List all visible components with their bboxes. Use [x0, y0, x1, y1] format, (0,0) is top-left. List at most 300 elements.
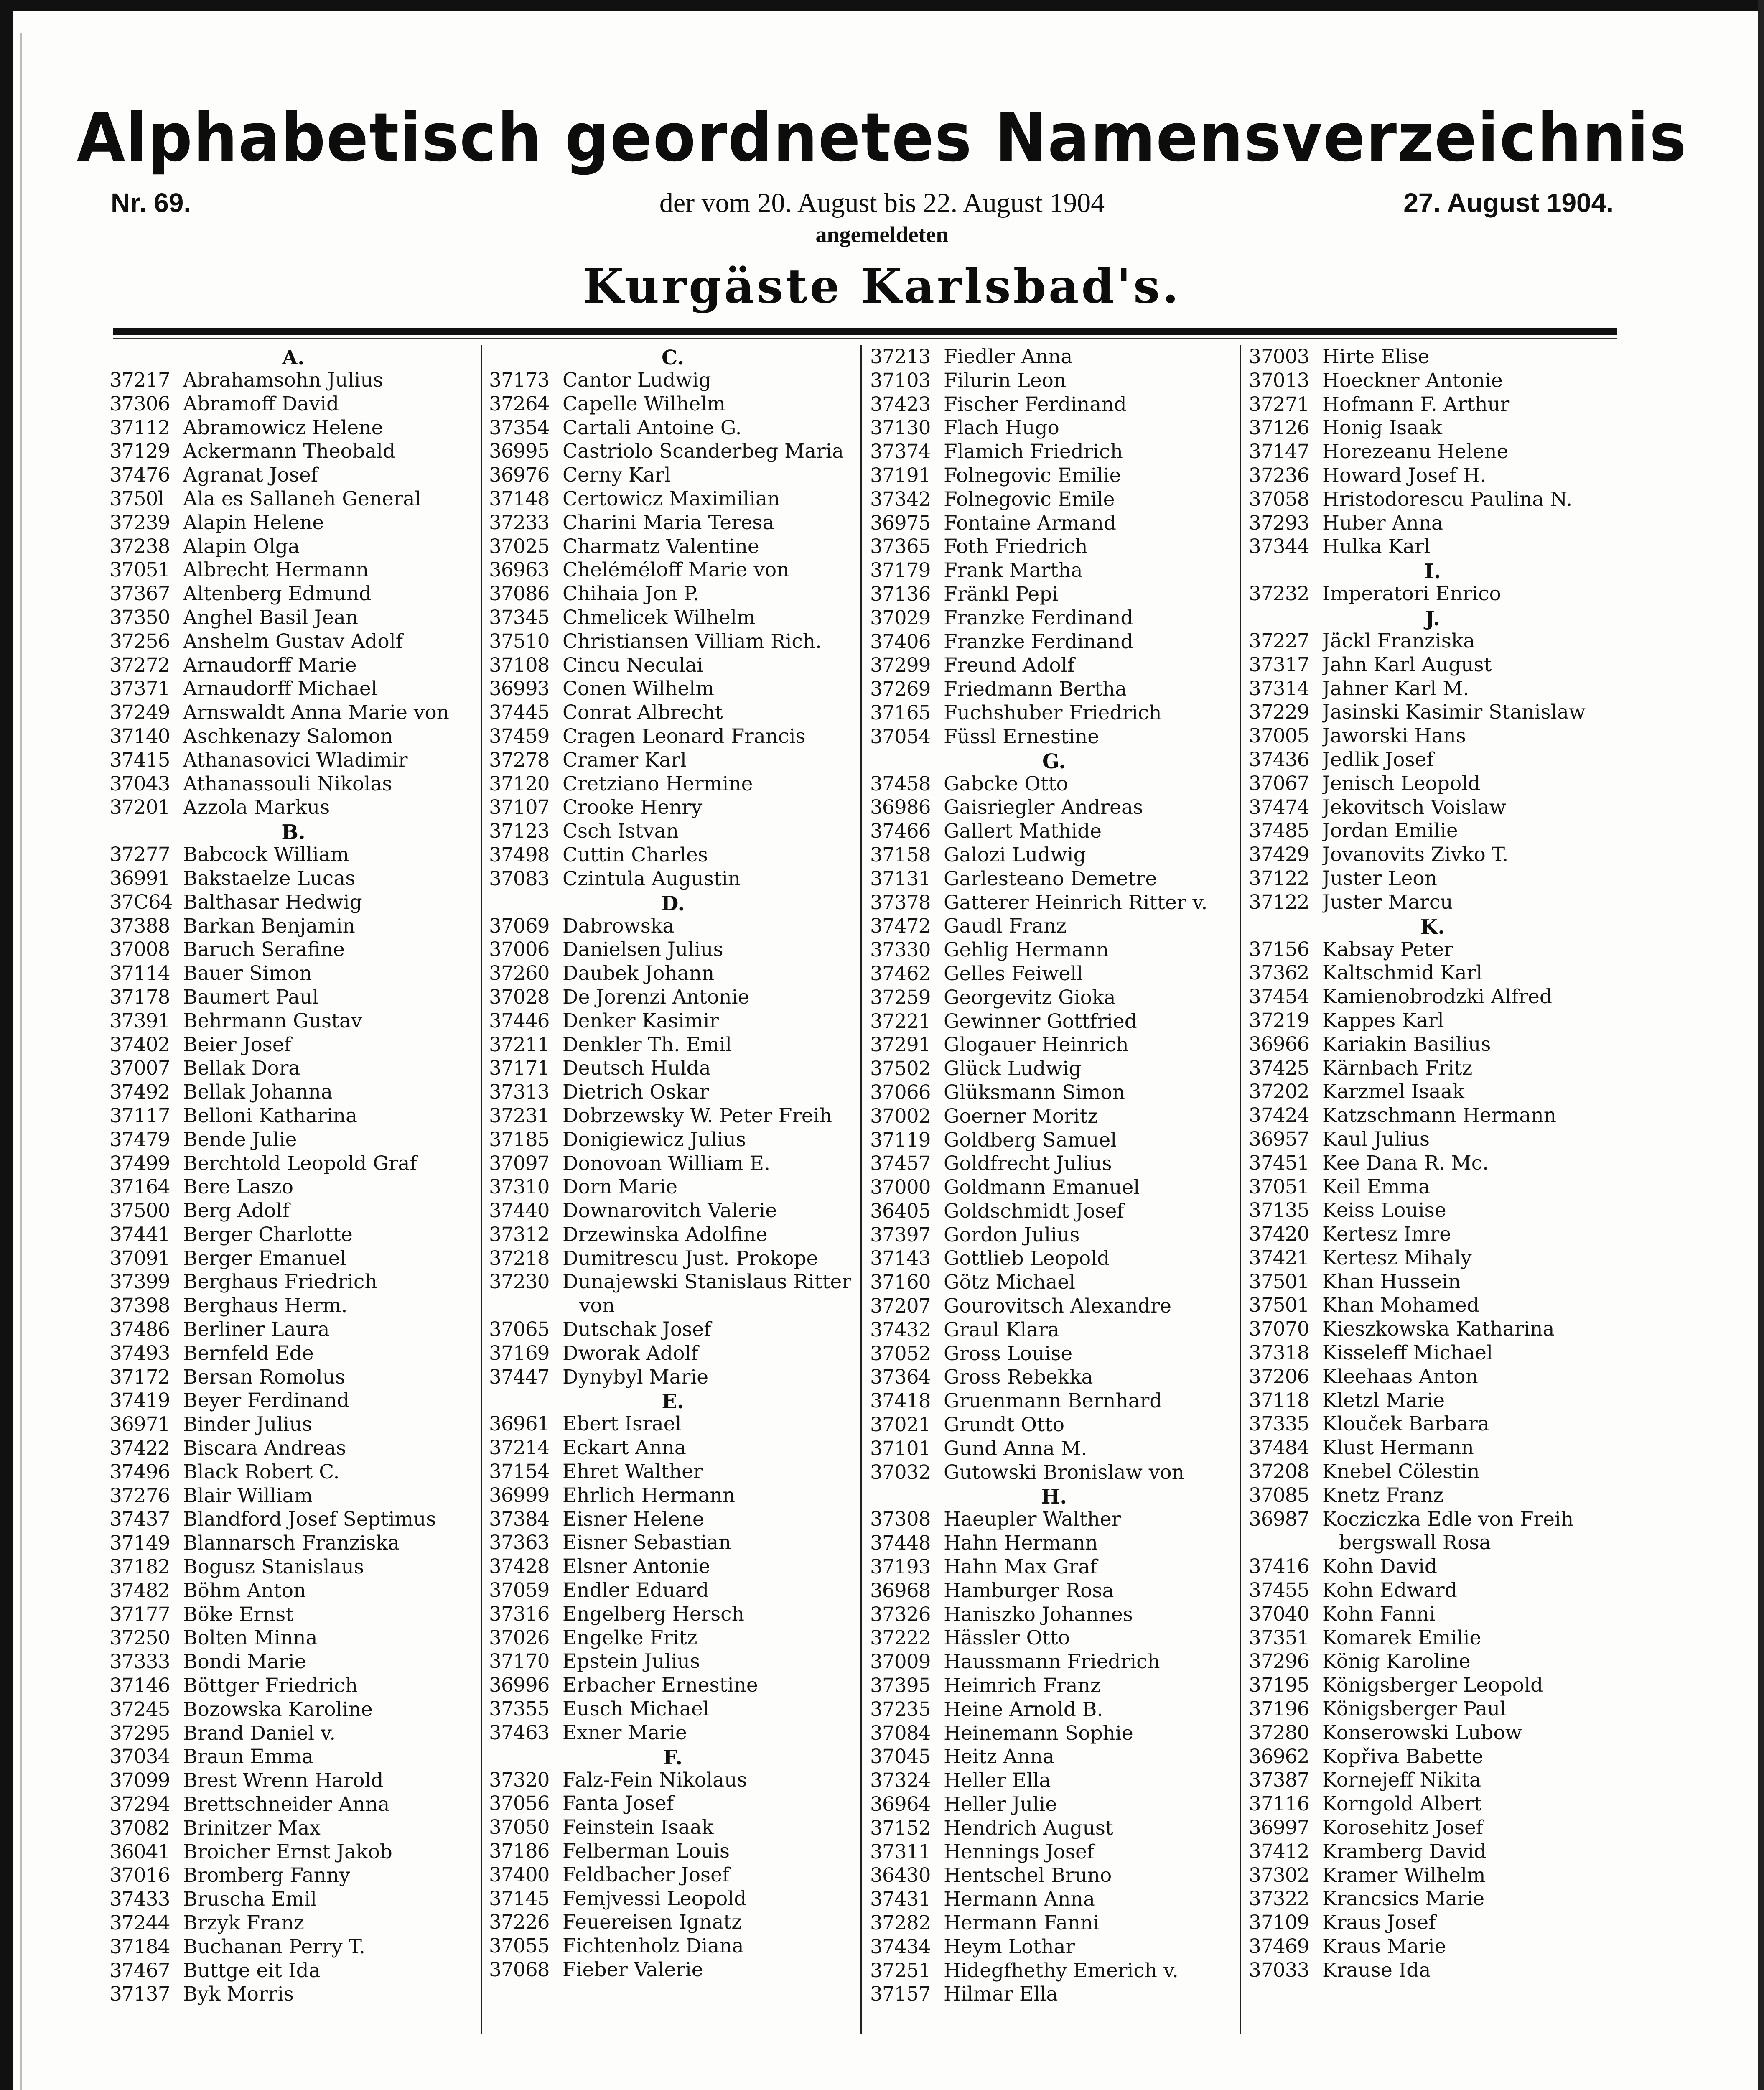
name-entry: [109, 1294, 477, 1318]
name-entry: [870, 512, 1238, 535]
name-entry: [870, 1461, 1238, 1485]
guest-name: Katzschmann Hermann: [1322, 1104, 1556, 1127]
name-entry: [1249, 1792, 1616, 1816]
name-entry: [870, 345, 1238, 369]
guest-number: 37311: [870, 1840, 931, 1863]
guest-name: Dorn Marie: [563, 1175, 678, 1199]
guest-name: Frank Martha: [944, 559, 1083, 582]
guest-number: 37016: [109, 1864, 170, 1887]
guest-number: 37085: [1249, 1483, 1309, 1507]
guest-number: 37043: [109, 772, 170, 795]
guest-number: 37458: [870, 772, 931, 795]
name-entry: [1249, 1057, 1616, 1081]
guest-name: Hahn Max Graf: [944, 1555, 1097, 1579]
name-entry: [870, 464, 1238, 488]
guest-name: Hentschel Bruno: [944, 1864, 1112, 1887]
guest-number: 37C64: [109, 890, 173, 914]
guest-name: Eisner Helene: [563, 1507, 704, 1531]
guest-number: 37143: [870, 1247, 931, 1270]
name-entry: [109, 1769, 477, 1793]
letter-heading: K.: [1420, 915, 1445, 939]
guest-name: Heinemann Sophie: [944, 1721, 1133, 1745]
name-entry: [489, 1555, 857, 1579]
guest-number: 37269: [870, 678, 931, 701]
guest-number: 37028: [489, 985, 550, 1009]
guest-number: 37227: [1249, 629, 1309, 652]
guest-name: Brzyk Franz: [183, 1912, 304, 1935]
guest-name: Kee Dana R. Mc.: [1322, 1151, 1489, 1175]
name-entry: [1249, 985, 1616, 1009]
name-entry: [489, 1247, 857, 1271]
name-entry: [489, 796, 857, 820]
name-entry: [109, 654, 477, 678]
name-entry: [870, 1223, 1238, 1247]
guest-number: 37236: [1249, 464, 1309, 487]
guest-name: Eckart Anna: [563, 1436, 686, 1460]
guest-number: 37482: [109, 1579, 170, 1602]
guest-number: 37118: [1249, 1389, 1309, 1412]
guest-name: Ala es Sallaneh General: [183, 487, 421, 510]
name-entry: [1249, 748, 1616, 772]
guest-number: 37120: [489, 772, 550, 795]
guest-number: 37101: [870, 1437, 931, 1460]
guest-name: Gewinner Gottfried: [944, 1009, 1137, 1033]
guest-number: 37318: [1249, 1341, 1309, 1365]
guest-number: 37454: [1249, 985, 1309, 1009]
guest-number: 37308: [870, 1508, 931, 1531]
guest-number: 37397: [870, 1223, 931, 1246]
guest-name: Arnswaldt Anna Marie von: [183, 701, 449, 724]
guest-number: 37211: [489, 1033, 550, 1056]
guest-number: 37459: [489, 724, 550, 748]
guest-number: 37054: [870, 725, 931, 748]
guest-name: Abrahamsohn Julius: [183, 369, 383, 392]
guest-name: Jahner Karl M.: [1322, 677, 1469, 700]
name-entry: [870, 1722, 1238, 1746]
name-entry: [1249, 1460, 1616, 1484]
guest-name: Korosehitz Josef: [1322, 1816, 1484, 1840]
guest-name: Jahn Karl August: [1322, 653, 1492, 676]
guest-name: Brettschneider Anna: [183, 1793, 390, 1816]
guest-number: 37496: [109, 1460, 170, 1483]
guest-number: 37070: [1249, 1318, 1309, 1341]
guest-name: Goldfrecht Julius: [944, 1152, 1112, 1175]
guest-name: Conen Wilhelm: [563, 677, 714, 701]
guest-number: 37201: [109, 796, 170, 819]
name-entry: [489, 1721, 857, 1745]
guest-name: Kopřiva Babette: [1322, 1745, 1484, 1768]
guest-name: Goldschmidt Josef: [944, 1199, 1124, 1223]
guest-number: 37400: [489, 1863, 550, 1886]
guest-number: 37059: [489, 1579, 550, 1602]
guest-name: Knetz Franz: [1322, 1483, 1443, 1507]
name-entry: [109, 1840, 477, 1864]
guest-name: Dumitrescu Just. Prokope: [563, 1246, 818, 1270]
guest-name: Bellak Dora: [183, 1057, 300, 1080]
name-entry: [870, 844, 1238, 867]
name-entry: [489, 606, 857, 630]
guest-name: Kertesz Mihaly: [1322, 1246, 1472, 1269]
guest-number: 37003: [1249, 345, 1309, 368]
name-entry: [109, 1698, 477, 1722]
name-entry: [109, 1342, 477, 1366]
name-entry: [109, 962, 477, 986]
name-entry: [870, 701, 1238, 725]
guest-name: Hennings Josef: [944, 1840, 1095, 1863]
guest-name: Jasinski Kasimir Stanislaw: [1322, 701, 1586, 724]
guest-number: 37498: [489, 843, 550, 867]
section-heading: Kurgäste Karlsbad's.: [583, 259, 1181, 314]
name-entry: [489, 1579, 857, 1603]
name-entry: [489, 772, 857, 796]
guest-name: Arnaudorff Michael: [183, 677, 377, 701]
guest-name: Berghaus Herm.: [183, 1294, 348, 1318]
name-entry: [1249, 1412, 1616, 1436]
guest-name: Baruch Serafine: [183, 938, 345, 961]
name-entry: [870, 416, 1238, 440]
guest-number: 36995: [489, 440, 550, 463]
name-entry: [1249, 1555, 1616, 1579]
guest-name: Gourovitsch Alexandre: [944, 1295, 1171, 1318]
name-entry: [870, 986, 1238, 1010]
guest-name: Engelke Fritz: [563, 1626, 697, 1649]
guest-name: Flach Hugo: [944, 416, 1059, 440]
name-entry: [1249, 1104, 1616, 1128]
guest-name: Bondi Marie: [183, 1650, 306, 1674]
guest-number: 37474: [1249, 795, 1309, 819]
name-entry: [489, 844, 857, 867]
name-entry: [489, 1769, 857, 1792]
guest-name: Gehlig Hermann: [944, 938, 1109, 962]
guest-number: 37259: [870, 986, 931, 1009]
guest-name: bergswall Rosa: [1339, 1531, 1491, 1555]
name-entry: [1249, 369, 1616, 393]
guest-name: Bakstaelze Lucas: [183, 867, 356, 890]
guest-name: Kohn Fanni: [1322, 1602, 1436, 1626]
guest-number: 37476: [109, 464, 170, 487]
guest-name: Berghaus Friedrich: [183, 1270, 377, 1294]
guest-name: Bernfeld Ede: [183, 1341, 314, 1365]
name-entry: [109, 606, 477, 630]
name-entry: [489, 1128, 857, 1152]
guest-number: 37457: [870, 1152, 931, 1175]
guest-number: 37007: [109, 1057, 170, 1080]
guest-name: von: [579, 1294, 615, 1318]
guest-number: 37351: [1249, 1626, 1309, 1649]
guest-name: Buttge eit Ida: [183, 1959, 321, 1982]
guest-number: 37384: [489, 1507, 550, 1531]
guest-number: 37112: [109, 416, 170, 439]
name-entry: [489, 582, 857, 606]
guest-name: Binder Julius: [183, 1413, 312, 1436]
guest-number: 37467: [109, 1959, 170, 1982]
guest-number: 37091: [109, 1246, 170, 1270]
guest-number: 37165: [870, 701, 931, 724]
name-entry: [109, 772, 477, 796]
guest-number: 37295: [109, 1721, 170, 1745]
guest-name: Jordan Emilie: [1322, 819, 1458, 843]
guest-name: Erbacher Ernestine: [563, 1674, 758, 1697]
name-entry: [1249, 1935, 1616, 1959]
guest-number: 37108: [489, 653, 550, 677]
guest-number: 36041: [109, 1840, 170, 1863]
guest-number: 37122: [1249, 890, 1309, 914]
guest-name: Khan Hussein: [1322, 1270, 1461, 1293]
guest-number: 37499: [109, 1152, 170, 1175]
name-entry: [1249, 345, 1616, 369]
header-rule-thick: [113, 328, 1617, 335]
name-entry: [489, 1650, 857, 1674]
name-entry: [109, 843, 477, 867]
guest-number: 37445: [489, 701, 550, 724]
guest-number: 36971: [109, 1413, 170, 1436]
guest-name: Foth Friedrich: [944, 535, 1088, 558]
name-entry: [1249, 938, 1616, 962]
guest-number: 37193: [870, 1555, 931, 1579]
guest-number: 37479: [109, 1128, 170, 1151]
guest-name: Biscara Andreas: [183, 1437, 346, 1460]
letter-heading: F.: [663, 1746, 682, 1769]
name-entry: [109, 416, 477, 440]
guest-name: Kohn Edward: [1322, 1579, 1457, 1602]
guest-number: 37065: [489, 1318, 550, 1341]
guest-name: Jedlik Josef: [1322, 748, 1434, 771]
name-entry: [489, 654, 857, 678]
name-entry: [109, 558, 477, 582]
guest-name: Graul Klara: [944, 1318, 1059, 1341]
guest-number: 37136: [870, 582, 931, 606]
guest-name: Brest Wrenn Harold: [183, 1769, 384, 1792]
name-entry: [1249, 1175, 1616, 1199]
name-entry: [1249, 1223, 1616, 1246]
guest-number: 37185: [489, 1128, 550, 1151]
guest-name: Aschkenazy Salomon: [183, 724, 393, 748]
name-entry: [870, 915, 1238, 938]
guest-name: Kertesz Imre: [1322, 1223, 1451, 1246]
name-entry: [109, 1484, 477, 1508]
guest-name: Fischer Ferdinand: [944, 393, 1127, 416]
guest-number: 37463: [489, 1721, 550, 1744]
guest-number: 36975: [870, 511, 931, 535]
name-entry: [870, 440, 1238, 464]
column-separator: [860, 345, 862, 2034]
guest-name: Alapin Helene: [183, 511, 324, 534]
guest-name: Hendrich August: [944, 1816, 1113, 1840]
guest-number: 37421: [1249, 1246, 1309, 1269]
guest-name: Berger Emanuel: [183, 1246, 346, 1270]
name-column-2: [489, 345, 857, 1982]
name-entry: [109, 487, 477, 511]
guest-number: 37446: [489, 1009, 550, 1032]
guest-number: 37006: [489, 938, 550, 961]
guest-name: Howard Josef H.: [1322, 464, 1487, 487]
guest-name: Dietrich Oskar: [563, 1081, 709, 1104]
name-entry: [109, 1532, 477, 1555]
guest-number: 36957: [1249, 1127, 1309, 1151]
name-entry: [489, 1366, 857, 1389]
name-entry: [870, 1840, 1238, 1864]
guest-number: 37021: [870, 1413, 931, 1437]
name-entry: [1249, 843, 1616, 867]
guest-number: 37317: [1249, 653, 1309, 676]
name-entry: [489, 1223, 857, 1247]
guest-number: 37278: [489, 748, 550, 772]
guest-name: Danielsen Julius: [563, 938, 723, 961]
guest-name: Beier Josef: [183, 1033, 292, 1056]
name-entry: [870, 1389, 1238, 1413]
name-entry: [109, 511, 477, 535]
letter-heading: D.: [661, 892, 685, 915]
name-entry: [1249, 1579, 1616, 1603]
guest-name: Babcock William: [183, 843, 349, 867]
subtitle-line-2: angemeldeten: [815, 222, 949, 247]
guest-name: Heller Julie: [944, 1793, 1057, 1816]
guest-number: 37182: [109, 1555, 170, 1579]
guest-number: 37425: [1249, 1056, 1309, 1080]
name-entry: [489, 1033, 857, 1057]
guest-name: Fiedler Anna: [944, 345, 1073, 368]
name-entry: [1249, 961, 1616, 985]
guest-number: 37164: [109, 1175, 170, 1199]
name-entry: [109, 1650, 477, 1674]
name-entry: [1249, 1152, 1616, 1175]
guest-name: Gund Anna M.: [944, 1437, 1087, 1460]
name-entry: [870, 962, 1238, 986]
guest-name: Fieber Valerie: [563, 1958, 703, 1981]
name-entry: [870, 559, 1238, 583]
page-title: Alphabetisch geordnetes Namensverzeichnis: [76, 98, 1688, 176]
guest-number: 37000: [870, 1176, 931, 1199]
guest-name: Dabrowska: [563, 914, 675, 938]
guest-name: Arnaudorff Marie: [183, 653, 357, 677]
name-entry: [1249, 796, 1616, 820]
name-entry: [1249, 1341, 1616, 1365]
guest-number: 37109: [1249, 1911, 1309, 1935]
guest-number: 37493: [109, 1341, 170, 1365]
guest-number: 37056: [489, 1792, 550, 1815]
guest-name: Konserowski Lubow: [1322, 1721, 1522, 1744]
guest-number: 37313: [489, 1081, 550, 1104]
guest-name: Bauer Simon: [183, 962, 312, 985]
name-entry: [489, 1863, 857, 1887]
name-entry: [489, 1531, 857, 1555]
name-entry: [109, 1888, 477, 1912]
guest-number: 37436: [1249, 748, 1309, 771]
guest-name: Christiansen Villiam Rich.: [563, 630, 822, 653]
guest-number: 37398: [109, 1294, 170, 1318]
name-entry: [109, 1057, 477, 1081]
name-entry: [1249, 1033, 1616, 1057]
guest-number: 37437: [109, 1508, 170, 1531]
name-entry: [109, 867, 477, 891]
guest-name: Gallert Mathide: [944, 820, 1102, 843]
guest-number: 37191: [870, 464, 931, 487]
guest-number: 37084: [870, 1721, 931, 1745]
guest-name: Heine Arnold B.: [944, 1697, 1103, 1721]
name-entry: [489, 535, 857, 559]
name-entry: [1249, 1294, 1616, 1318]
guest-name: Kaltschmid Karl: [1322, 961, 1483, 985]
publication-date: 27. August 1904.: [1403, 188, 1614, 218]
name-entry: [489, 1508, 857, 1532]
guest-number: 37251: [870, 1959, 931, 1982]
guest-number: 37466: [870, 820, 931, 843]
guest-number: 37013: [1249, 369, 1309, 392]
guest-name: Anshelm Gustav Adolf: [183, 630, 403, 653]
guest-number: 37051: [1249, 1175, 1309, 1198]
guest-number: 37034: [109, 1745, 170, 1769]
guest-number: 37330: [870, 938, 931, 962]
guest-number: 37122: [1249, 867, 1309, 890]
name-entry: [1249, 1009, 1616, 1033]
guest-number: 37354: [489, 416, 550, 439]
guest-name: Heitz Anna: [944, 1745, 1054, 1769]
name-entry: [109, 1579, 477, 1603]
guest-number: 37235: [870, 1697, 931, 1721]
guest-name: Abramoff David: [183, 392, 339, 415]
guest-name: Dutschak Josef: [563, 1318, 711, 1341]
name-entry: [1249, 630, 1616, 653]
name-entry: [109, 1959, 477, 1983]
name-entry: [1249, 1318, 1616, 1341]
letter-heading: G.: [1042, 749, 1066, 773]
guest-number: 37324: [870, 1769, 931, 1792]
name-entry: [109, 1413, 477, 1437]
name-entry: [109, 1152, 477, 1176]
guest-name: Altenberg Edmund: [183, 582, 372, 606]
guest-number: 37232: [1249, 582, 1309, 606]
name-column-1: [109, 345, 477, 2006]
guest-number: 37501: [1249, 1270, 1309, 1293]
name-entry: [870, 607, 1238, 630]
guest-name: Königsberger Leopold: [1322, 1674, 1543, 1697]
name-entry: [109, 1745, 477, 1769]
name-entry: [489, 1697, 857, 1721]
name-entry: [1249, 772, 1616, 796]
guest-number: 37420: [1249, 1223, 1309, 1246]
guest-name: Folnegovic Emilie: [944, 464, 1121, 487]
guest-name: Denker Kasimir: [563, 1009, 719, 1032]
header-rule-thin: [113, 338, 1617, 339]
guest-name: Haniszko Johannes: [944, 1603, 1133, 1626]
guest-name: Charmatz Valentine: [563, 535, 759, 558]
guest-number: 37448: [870, 1532, 931, 1555]
name-entry: [1249, 1199, 1616, 1223]
guest-name: Fontaine Armand: [944, 511, 1116, 535]
guest-name: Kappes Karl: [1322, 1009, 1444, 1032]
name-entry: [489, 1792, 857, 1816]
guest-number: 37440: [489, 1199, 550, 1223]
guest-number: 37434: [870, 1935, 931, 1958]
guest-name: Hofmann F. Arthur: [1322, 393, 1510, 416]
name-entry: [489, 558, 857, 582]
guest-number: 37260: [489, 962, 550, 985]
letter-heading: E.: [662, 1390, 684, 1414]
name-entry: [489, 1412, 857, 1436]
guest-number: 37500: [109, 1199, 170, 1223]
guest-number: 37069: [489, 914, 550, 938]
guest-number: 37502: [870, 1057, 931, 1081]
guest-name: Kramberg David: [1322, 1840, 1487, 1863]
guest-name: Cerny Karl: [563, 464, 671, 487]
guest-name: Anghel Basil Jean: [183, 606, 358, 629]
guest-number: 37344: [1249, 535, 1309, 558]
guest-number: 37402: [109, 1033, 170, 1056]
guest-number: 37416: [1249, 1555, 1309, 1578]
name-entry: [1249, 1650, 1616, 1674]
guest-number: 36997: [1249, 1816, 1309, 1840]
name-entry: [109, 701, 477, 725]
